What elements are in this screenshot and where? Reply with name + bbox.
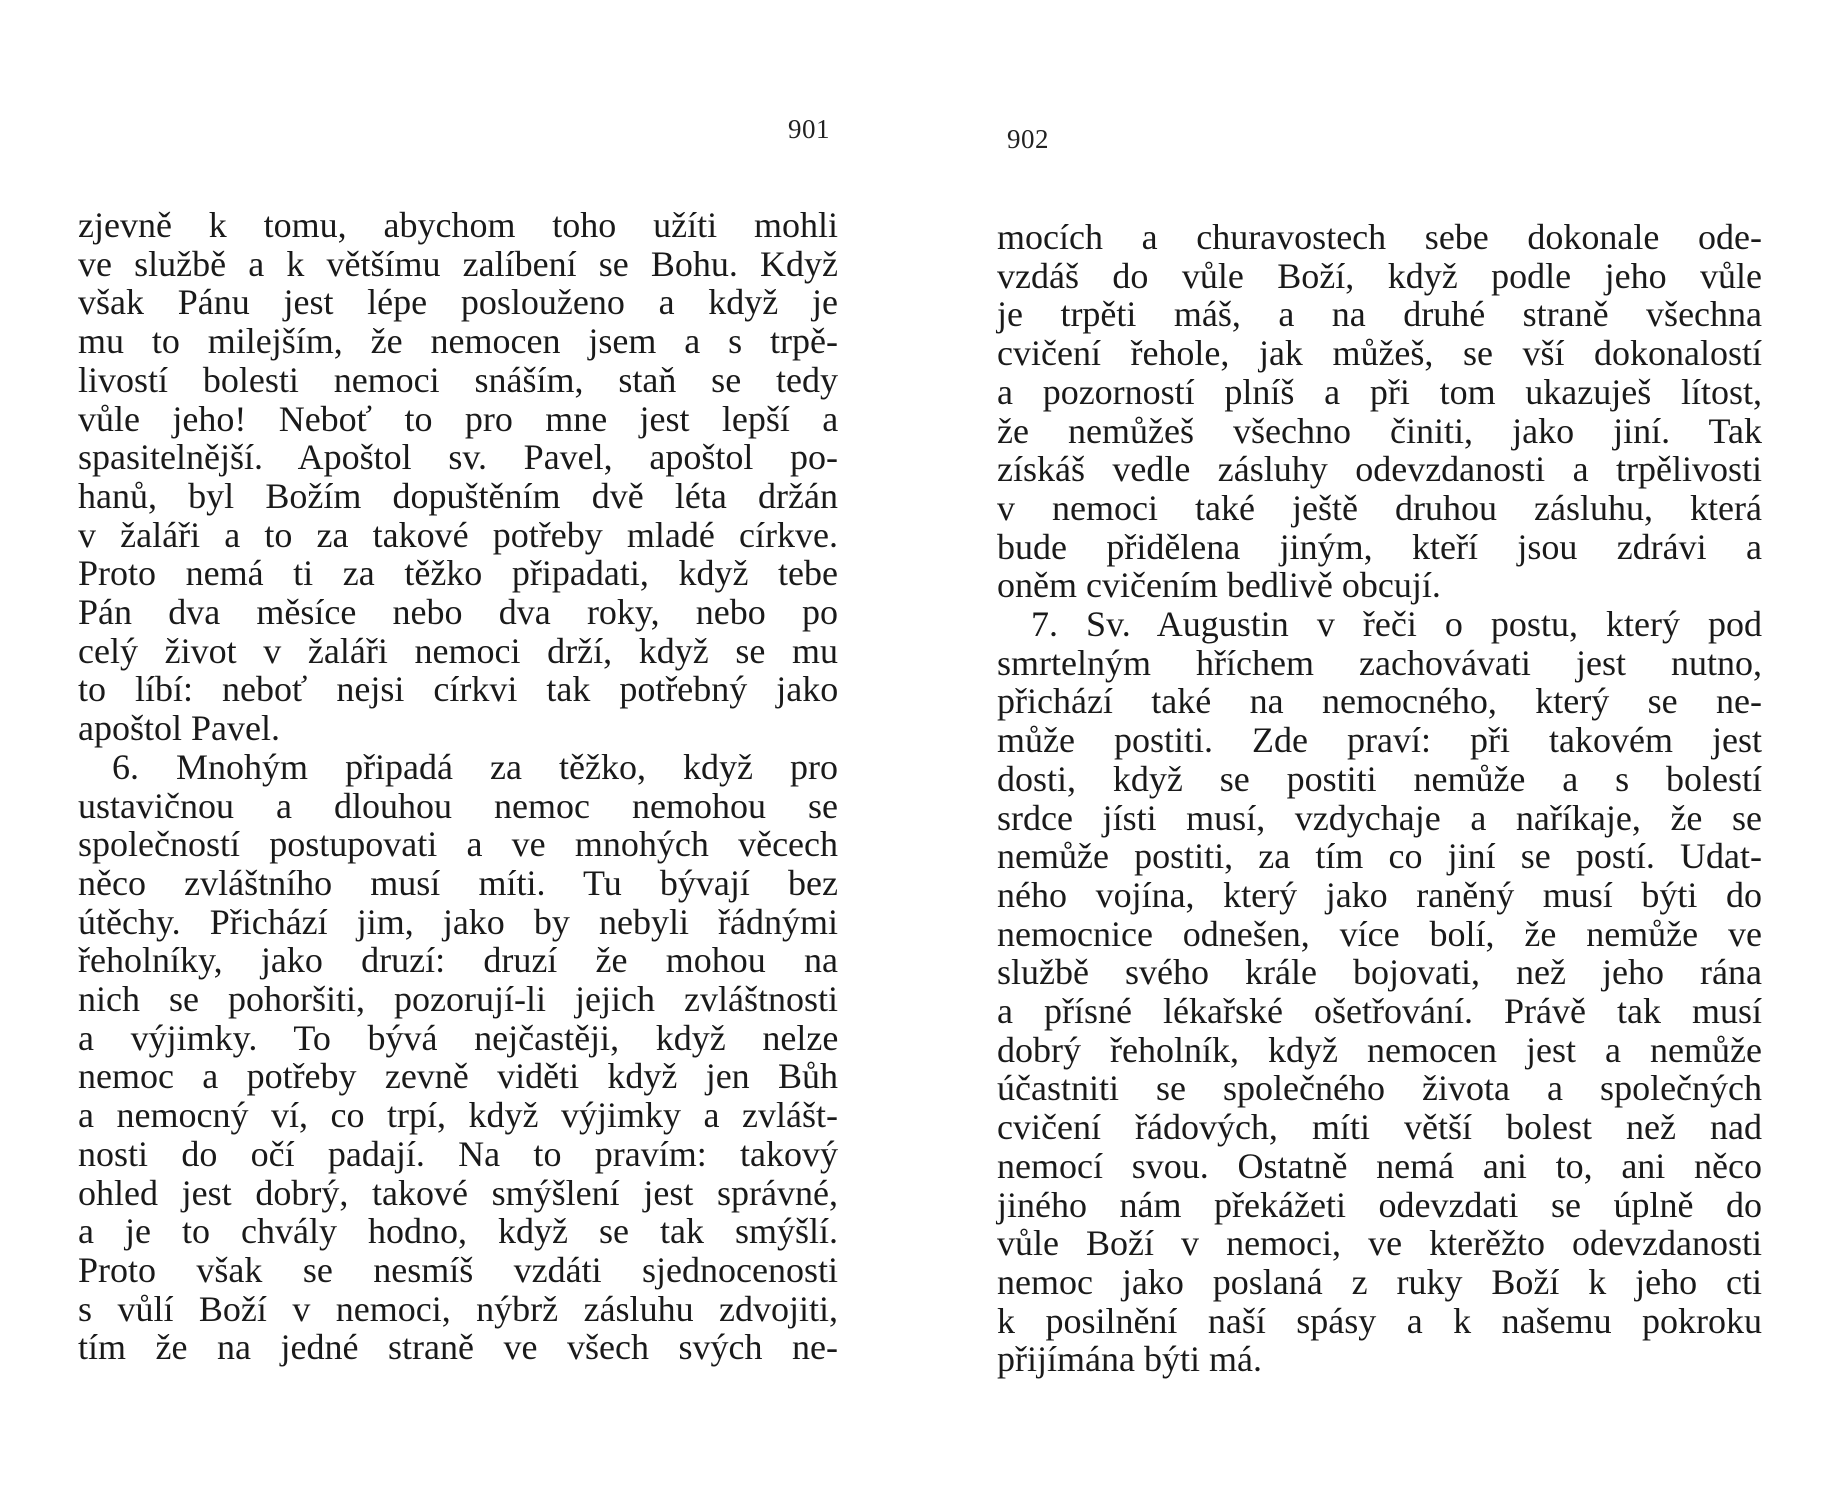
text-line: že nemůžeš všechno činiti, jako jiní. Tak — [997, 410, 1762, 451]
text-line: cvičení řádových, míti větší bolest než nad — [997, 1107, 1762, 1148]
text-line: dobrý řeholník, když nemocen jest a nemůže — [997, 1029, 1762, 1070]
text-line: přichází také na nemocného, který se ne- — [997, 681, 1762, 722]
text-line: a přísné lékařské ošetřování. Právě tak musí — [997, 991, 1762, 1032]
text-line: útěchy. Přichází jim, jako by nebyli řádnými — [78, 901, 838, 942]
text-line: mu to milejším, že nemocen jsem a s trpě- — [78, 321, 838, 362]
text-line: srdce jísti musí, vzdychaje a naříkaje, že se — [997, 797, 1762, 838]
text-line: společností postupovati a ve mnohých věcech — [78, 824, 838, 865]
text-line: spasitelnější. Apoštol sv. Pavel, apoštol po- — [78, 437, 838, 478]
text-line: ného vojína, který jako raněný musí býti do — [997, 874, 1762, 915]
text-line: smrtelným hříchem zachovávati jest nutno, — [997, 642, 1762, 683]
text-line: vůle Boží v nemoci, ve kterěžto odevzdanosti — [997, 1223, 1762, 1264]
text-line: apoštol Pavel. — [78, 708, 280, 749]
text-line: nosti do očí padají. Na to pravím: takový — [78, 1133, 838, 1174]
text-line: nemoc a potřeby zevně viděti když jen Bůh — [78, 1056, 838, 1097]
text-line: zjevně k tomu, abychom toho užíti mohli — [78, 205, 838, 245]
text-line: v nemoci také ještě druhou zásluhu, která — [997, 487, 1762, 528]
text-line: cvičení řehole, jak můžeš, se vší dokonalostí — [997, 333, 1762, 374]
text-line: nich se pohoršiti, pozorují-li jejich zvláštnosti — [78, 979, 838, 1020]
text-line: ustavičnou a dlouhou nemoc nemohou se — [78, 785, 838, 826]
text-line: Pán dva měsíce nebo dva roky, nebo po — [78, 592, 838, 633]
text-line: dosti, když se postiti nemůže a s bolestí — [997, 758, 1762, 799]
text-line: přijímána býti má. — [997, 1339, 1262, 1380]
text-line: nemocnice odnešen, více bolí, že nemůže ve — [997, 913, 1762, 954]
text-line: a nemocný ví, co trpí, když výjimky a zvlášt- — [78, 1095, 838, 1136]
text-line: hanů, byl Božím dopuštěním dvě léta držán — [78, 475, 838, 516]
right-page — [912, 0, 1824, 1500]
right-text-column — [997, 218, 1762, 1379]
text-line: s vůlí Boží v nemoci, nýbrž zásluhu zdvojiti, — [78, 1288, 838, 1329]
text-line: k posilnění naší spásy a k našemu pokroku — [997, 1300, 1762, 1341]
text-line: nemocí svou. Ostatně nemá ani to, ani něco — [997, 1145, 1762, 1186]
text-line: řeholníky, jako druzí: druzí že mohou na — [78, 940, 838, 981]
text-line: vůle jeho! Neboť to pro mne jest lepší a — [78, 398, 839, 439]
text-line: tím že na jedné straně ve všech svých ne- — [78, 1327, 838, 1368]
text-line: účastniti se společného života a společných — [997, 1068, 1762, 1109]
page-number-left: 901 — [788, 114, 830, 144]
text-line: je trpěti máš, a na druhé straně všechna — [997, 294, 1762, 335]
text-line: něco zvláštního musí míti. Tu bývají bez — [78, 862, 838, 903]
page-number-right: 902 — [1007, 124, 1049, 154]
text-line: a je to chvály hodno, když se tak smýšlí. — [78, 1211, 838, 1252]
text-line: mocích a churavostech sebe dokonale ode- — [997, 217, 1762, 257]
text-line: a výjimky. To bývá nejčastěji, když nelze — [78, 1017, 839, 1058]
text-line: v žaláři a to za takové potřeby mladé církve. — [78, 514, 838, 555]
text-line: to líbí: neboť nejsi církvi tak potřebný jako — [78, 669, 839, 710]
text-line: však Pánu jest lépe poslouženo a když je — [78, 282, 838, 323]
text-line: Proto však se nesmíš vzdáti sjednocenosti — [78, 1249, 838, 1290]
text-line: a pozorností plníš a při tom ukazuješ lítost, — [997, 371, 1762, 412]
text-line: oněm cvičením bedlivě obcují. — [997, 565, 1441, 606]
text-line: nemoc jako poslaná z ruky Boží k jeho cti — [997, 1261, 1762, 1302]
text-line: 6. Mnohým připadá za těžko, když pro — [112, 746, 838, 787]
text-line: livostí bolesti nemoci snáším, staň se tedy — [78, 359, 838, 400]
text-line: vzdáš do vůle Boží, když podle jeho vůle — [997, 255, 1762, 296]
text-line: získáš vedle zásluhy odevzdanosti a trpělivosti — [997, 449, 1762, 490]
left-text-column — [78, 206, 838, 1367]
text-line: bude přidělena jiným, kteří jsou zdrávi a — [997, 526, 1762, 567]
text-line: nemůže postiti, za tím co jiní se postí. Udat- — [997, 836, 1762, 877]
text-line: službě svého krále bojovati, než jeho rána — [997, 952, 1762, 993]
text-line: ve službě a k většímu zalíbení se Bohu. Když — [78, 243, 838, 284]
text-line: celý život v žaláři nemoci drží, když se mu — [78, 630, 838, 671]
text-line: může postiti. Zde praví: při takovém jest — [997, 720, 1762, 761]
text-line: 7. Sv. Augustin v řeči o postu, který pod — [1031, 604, 1762, 645]
text-line: ohled jest dobrý, takové smýšlení jest správné, — [78, 1172, 838, 1213]
text-line: jiného nám překážeti odevzdati se úplně do — [997, 1184, 1762, 1225]
text-line: Proto nemá ti za těžko připadati, když tebe — [78, 553, 838, 594]
